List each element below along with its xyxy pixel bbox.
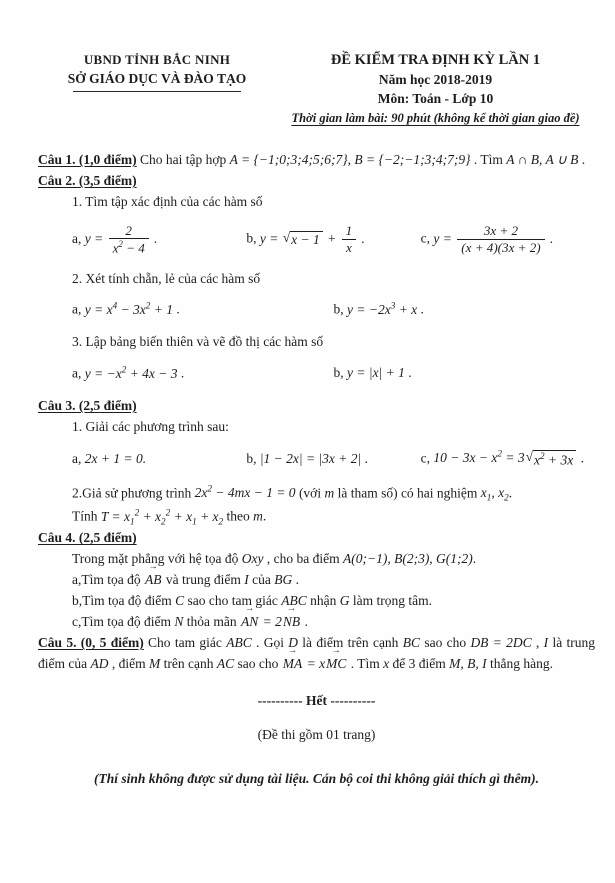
cau4-a <box>38 570 595 591</box>
end-marker: ---------- Hết ---------- <box>257 692 376 708</box>
sub-script: 2 <box>504 492 509 503</box>
math-run: m <box>324 485 335 501</box>
cau3-item-1 <box>38 417 595 438</box>
cau-5-label: Câu 5. (0, 5 điểm) <box>38 635 144 651</box>
vector: NB → <box>282 612 301 633</box>
text-run: . <box>173 301 180 317</box>
square-root <box>526 450 577 469</box>
cau-3-label: Câu 3. (2,5 điểm) <box>38 397 137 413</box>
math-run: y = |x| + 1 <box>347 365 405 381</box>
cau3-item-2 <box>38 482 595 505</box>
text-run: Tính <box>72 508 101 524</box>
math-run: BC <box>402 635 421 651</box>
math-run: I <box>543 635 549 651</box>
text-run: Trong mặt phẳng với hệ tọa độ <box>72 551 242 567</box>
cau-1 <box>38 150 595 171</box>
text-run: . <box>292 572 299 588</box>
math-run: $x_1$, $x_2$ <box>480 485 509 503</box>
radicand: x − 1 <box>290 231 323 249</box>
math-run: y = √ x − 1 + $\frac{1}{x}$ . <box>259 223 365 256</box>
math-run: I <box>244 572 249 588</box>
sup-script: 2 <box>118 239 123 250</box>
cau3-1-formulas-cell-1 <box>246 449 420 469</box>
exam-title: ĐỀ KIỂM TRA ĐỊNH KỲ LẦN 1 <box>330 52 541 68</box>
text-run: Cho hai tập hợp <box>136 152 230 167</box>
exam-body <box>38 150 595 675</box>
text-run: (với <box>295 485 325 501</box>
text-run: c,Tìm tọa độ điểm <box>72 614 175 630</box>
text-run: . <box>472 551 477 567</box>
sub-script: 1 <box>486 492 492 503</box>
math-run: M, B, I <box>449 655 487 671</box>
text-run: là điểm trên cạnh <box>298 635 403 651</box>
math-run: $10 - 3x - x^2 = 3$ √ $x^2 + 3x$ <box>433 450 577 465</box>
text-run: b, <box>246 450 260 466</box>
math-run: $T = x_1^2 + x_2^2 + x_1 + x_2$ <box>100 507 224 527</box>
math-run: A(0;−1), B(2;3), G(1;2) <box>342 551 473 567</box>
cau3-item-2b <box>38 505 595 528</box>
math-run: DB = 2DC <box>470 635 532 651</box>
page-count-note: (Đề thi gồm 01 trang) <box>257 726 376 742</box>
cau-5 <box>38 633 595 675</box>
fraction-denominator: x <box>342 239 356 256</box>
cau-4-label: Câu 4. (2,5 điểm) <box>38 530 137 546</box>
text-run: Cho tam giác <box>143 635 227 651</box>
math-run: M <box>148 655 161 671</box>
text-run: a,Tìm tọa độ <box>72 572 144 588</box>
radical-sign: √ <box>525 449 534 465</box>
text-run: . Tìm <box>347 655 384 671</box>
cau2-2-formulas <box>38 299 595 320</box>
text-run: của <box>248 572 275 588</box>
text-run: thẳng hàng. <box>486 655 553 671</box>
cau2-item-2 <box>38 269 595 290</box>
vector: MC → <box>325 654 347 675</box>
cau-2-label: Câu 2. (3,5 điểm) <box>38 172 137 188</box>
text-run: sao cho <box>420 635 471 651</box>
text-run: c, <box>420 230 434 246</box>
text-run: . Tìm <box>470 152 507 167</box>
math-run: MA → = xMC → <box>282 656 348 671</box>
text-run: . <box>262 508 267 524</box>
cau2-3-formulas <box>38 363 595 384</box>
fraction-numerator: 3x + 2 <box>483 223 519 239</box>
fraction-numerator: 2 <box>125 222 132 238</box>
text-run: . <box>578 152 586 167</box>
issuer-block <box>38 52 276 92</box>
text-run: b,Tìm tọa độ điểm <box>72 593 176 609</box>
cau4-c <box>38 612 595 633</box>
exam-title-block <box>276 52 595 126</box>
text-run: sao cho <box>234 655 282 671</box>
math-run: N <box>174 614 184 630</box>
school-year: Năm học 2018-2019 <box>378 72 493 87</box>
math-run: x <box>383 655 390 671</box>
text-run: để 3 điểm <box>389 655 450 671</box>
math-run: $y = -2x^3 + x$ <box>347 300 418 317</box>
math-run: A ∩ B, A ∪ B <box>506 152 579 167</box>
fraction-denominator: (x + 4)(3x + 2) <box>457 239 544 256</box>
math-run: $2x^2 - 4mx - 1 = 0$ <box>194 483 296 501</box>
cau2-2-formulas-cell-0 <box>72 299 334 320</box>
fraction-denominator: $x^2 - 4$ <box>109 238 149 256</box>
math-run <box>144 572 163 587</box>
text-run: a, <box>72 230 85 246</box>
text-run: . <box>177 365 185 381</box>
text-run: là trung điểm của <box>38 635 596 671</box>
text-run: . <box>361 450 368 466</box>
issuer-province: UBND TỈNH BẮC NINH <box>83 52 231 67</box>
text-run: , điểm <box>108 655 149 671</box>
cau2-2-formulas-cell-1 <box>334 299 596 320</box>
text-run: 3. Lập bảng biến thiên và vẽ đồ thị các hàm số <box>72 334 324 350</box>
cau2-1-formulas-cell-0 <box>72 223 246 257</box>
cau2-3-formulas-cell-0 <box>72 363 334 384</box>
sub-script: 1 <box>130 516 135 527</box>
math-run: AN → = 2NB → <box>240 614 301 629</box>
text-run: a, <box>72 301 85 317</box>
cau4-intro <box>38 549 595 570</box>
text-run: và trung điểm <box>162 572 245 588</box>
vector: MA → <box>282 654 304 675</box>
math-run: |1 − 2x| = |3x + 2| <box>259 450 362 466</box>
text-run: . <box>508 485 513 501</box>
text-run: làm trọng tâm. <box>349 593 432 609</box>
text-run: a, <box>72 365 85 381</box>
text-run: là tham số) có hai nghiệm <box>334 485 481 501</box>
text-run: trên cạnh <box>160 655 217 671</box>
text-run: . <box>404 365 412 381</box>
math-run: AC <box>216 655 235 671</box>
radical-sign: √ <box>282 229 291 245</box>
cau2-item-3 <box>38 332 595 353</box>
text-run: 1. Tìm tập xác định của các hàm số <box>72 193 263 209</box>
text-run: thỏa mãn <box>183 614 240 630</box>
cau2-3-formulas-cell-1 <box>334 363 596 383</box>
cau2-1-formulas <box>38 223 595 257</box>
math-run: m <box>253 508 263 524</box>
candidate-instruction-note: (Thí sinh không được sử dụng tài liệu. Cán bộ coi thi không giải thích gì thêm). <box>93 770 539 786</box>
cau-3 <box>38 396 595 417</box>
fraction-numerator: 1 <box>345 223 353 239</box>
sup-script: 4 <box>112 300 118 311</box>
issuer-underline <box>73 91 241 92</box>
sub-script: 2 <box>218 516 224 527</box>
math-run: Oxy <box>241 551 264 567</box>
sup-script: 2 <box>145 300 151 311</box>
sup-script: 2 <box>134 507 140 518</box>
text-run: b, <box>333 365 347 381</box>
subject-grade: Môn: Toán - Lớp 10 <box>377 91 494 106</box>
fraction <box>109 223 149 257</box>
cau2-1-formulas-cell-2 <box>421 223 595 255</box>
math-run: y = $\frac{3x + 2}{(x + 4)(3x + 2)}$ . <box>433 223 554 256</box>
math-run: $y = -x^2 + 4x - 3$ <box>84 364 178 381</box>
fraction <box>457 223 544 255</box>
text-run: . <box>577 450 584 466</box>
text-run: , <box>531 635 544 651</box>
math-run: $y = x^4 - 3x^2 + 1$ <box>84 300 174 317</box>
math-run: ABC <box>226 635 252 651</box>
issuer-department: SỞ GIÁO DỤC VÀ ĐÀO TẠO <box>67 71 247 86</box>
cau4-b <box>38 591 595 612</box>
exam-header <box>38 52 595 126</box>
text-run: . <box>417 301 424 317</box>
sup-script: 2 <box>165 507 171 518</box>
cau2-1-formulas-cell-1 <box>246 223 420 255</box>
text-run: 1. Giải các phương trình sau: <box>72 418 229 434</box>
text-run: b, <box>246 230 260 246</box>
text-run: a, <box>72 450 85 466</box>
sub-script: 1 <box>192 516 197 527</box>
sup-script: 2 <box>497 448 502 459</box>
square-root <box>283 231 323 249</box>
text-run: sao cho tam giác <box>184 593 282 609</box>
text-run: nhận <box>306 593 340 609</box>
math-run: D <box>288 635 298 651</box>
math-run: ABC <box>281 593 307 609</box>
vector: AN → <box>240 612 259 633</box>
math-run: C <box>175 593 185 609</box>
math-run: y = $\frac{2}{x^2 - 4}$ . <box>84 222 158 256</box>
sup-script: 2 <box>540 451 545 462</box>
sub-script: 2 <box>161 516 166 527</box>
cau3-1-formulas-cell-2 <box>421 448 595 470</box>
text-run: . Gọi <box>251 635 289 651</box>
cau-2 <box>38 171 595 192</box>
cau2-item-1 <box>38 192 595 213</box>
text-run: . <box>301 614 308 630</box>
radicand: $x^2 + 3x$ <box>533 450 576 469</box>
math-run: G <box>339 593 350 609</box>
text-run: 2.Giả sử phương trình <box>72 485 195 501</box>
sup-script: 2 <box>207 483 212 494</box>
text-run: c, <box>420 450 434 466</box>
vector: AB → <box>144 570 163 591</box>
fraction <box>342 223 357 255</box>
sup-script: 3 <box>390 300 396 311</box>
exam-footer <box>38 693 595 787</box>
text-run: , cho ba điểm <box>263 551 343 567</box>
math-run: 2x + 1 = 0. <box>84 450 147 466</box>
cau3-1-formulas <box>38 448 595 470</box>
text-run: b, <box>333 301 347 317</box>
math-run: BG <box>274 572 293 588</box>
text-run: theo <box>223 508 254 524</box>
cau-1-label: Câu 1. (1,0 điểm) <box>38 152 137 167</box>
sup-script: 2 <box>121 364 127 375</box>
exam-duration: Thời gian làm bài: 90 phút (không kể thời gian giao đề) <box>291 111 580 125</box>
text-run: 2. Xét tính chẵn, lẻ của các hàm số <box>72 270 261 286</box>
math-run: A = {−1;0;3;4;5;6;7}, B = {−2;−1;3;4;7;9} <box>229 152 471 167</box>
cau3-1-formulas-cell-0 <box>72 449 246 469</box>
math-run: AD <box>90 655 109 671</box>
cau-4 <box>38 528 595 549</box>
